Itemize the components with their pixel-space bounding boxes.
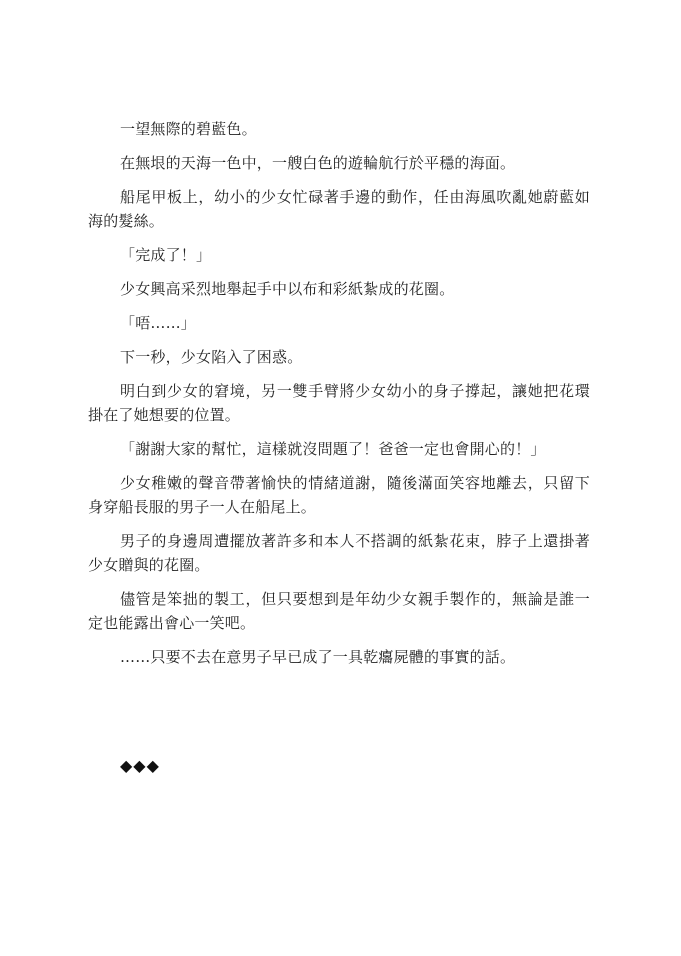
- paragraph: 男子的身邊周遭擺放著許多和本人不搭調的紙紮花束，脖子上還掛著少女贈與的花圈。: [88, 532, 590, 574]
- paragraph: 「唔……」: [120, 314, 197, 332]
- paragraph: 「謝謝大家的幫忙，這樣就沒問題了！爸爸一定也會開心的！」: [120, 440, 546, 458]
- paragraph: 「完成了！」: [120, 246, 212, 264]
- paragraph: 在無垠的天海一色中，一艘白色的遊輪航行於平穩的海面。: [120, 154, 516, 172]
- story-text: [88, 117, 590, 679]
- paragraph: 船尾甲板上，幼小的少女忙碌著手邊的動作，任由海風吹亂她蔚藍如海的髮絲。: [88, 188, 590, 230]
- paragraph: 下一秒，少女陷入了困惑。: [120, 348, 303, 366]
- paragraph: 少女稚嫩的聲音帶著愉快的情緒道謝，隨後滿面笑容地離去，只留下身穿船長服的男子一人在船尾上。: [88, 474, 590, 516]
- paragraph: 一望無際的碧藍色。: [120, 120, 257, 138]
- paragraph: ……只要不去在意男子早已成了一具乾癟屍體的事實的話。: [120, 648, 516, 666]
- paragraph: 儘管是笨拙的製工，但只要想到是年幼少女親手製作的，無論是誰一定也能露出會心一笑吧。: [88, 590, 590, 632]
- section-separator: ◆◆◆: [120, 756, 160, 775]
- paragraph: 明白到少女的窘境，另一雙手臂將少女幼小的身子撐起，讓她把花環掛在了她想要的位置。: [88, 382, 590, 424]
- paragraph: 少女興高采烈地舉起手中以布和彩紙紮成的花圈。: [120, 280, 455, 298]
